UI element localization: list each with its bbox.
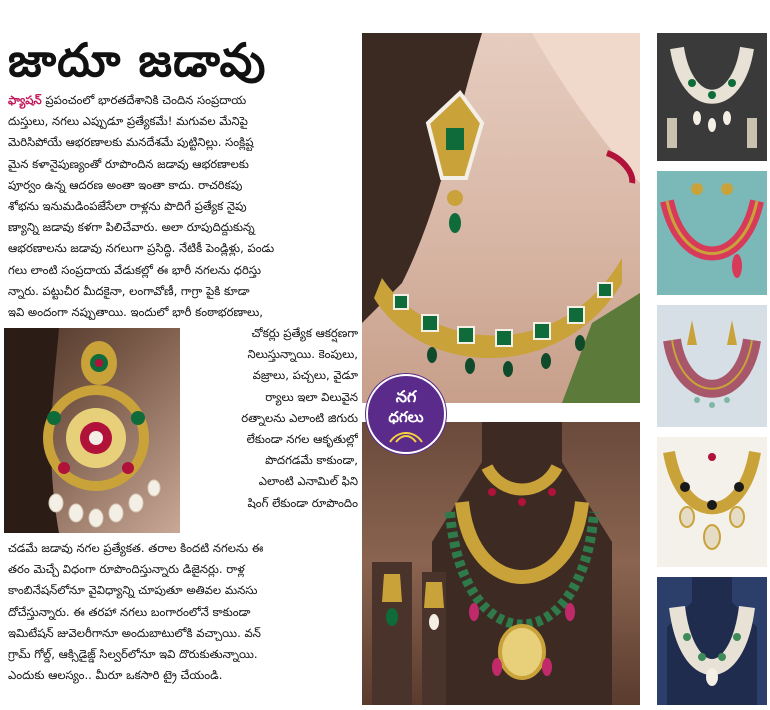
thumbnail-2 [657,171,767,295]
thumbnail-1 [657,33,767,161]
body-line: దోచేస్తున్నారు. ఈ తరహా నగలు బంగారంలోనే కాకుండా [8,604,251,619]
body-text-bottom [8,538,358,686]
body-line: ఇమిటేషన్ జువెలరీగానూ అందుబాటులోకి వచ్చాయి. వన్ [8,625,261,640]
body-line: ర్యాలు ఇలా విలువైన [265,389,358,404]
badge-line-2: ధగలు [388,408,424,426]
badge-line-1: నగ [395,387,417,406]
body-line: మెరిసిపోయే ఆభరణాలకు మనదేశమే పుట్టినిల్లు. సంక్లిష్ట [8,135,254,150]
body-line: లేకుండా నగల ఆకృతుల్లో [246,432,358,447]
body-line: పొదగడమే కాకుండా, [265,453,358,468]
body-line: ఇవి అందంగా నప్పుతాయి. ఇందులో భారీ కంఠాభరణాలు, [8,305,263,320]
chandbali-earring-photo [4,328,180,533]
body-line: ణ్యాన్ని జడావు కళగా పిలిచేవారు. అలా రూపుదిద్దుకున్న [8,220,255,235]
body-line: ఎందుకు ఆలస్యం.. మీరూ ఒకసారి ట్రై చేయండి. [8,668,223,683]
thumbnail-4 [657,437,767,567]
thumbnail-5 [657,577,767,705]
section-badge [366,374,446,454]
body-line: దుస్తులు, నగలు ఎప్పుడూ ప్రత్యేకమే! మగువల మేనిపై [8,114,248,129]
body-line: వజ్రాలు, పచ్చలు, వైడూ [252,368,358,383]
body-line: ఫ్యాషన్ ప్రపంచంలో భారతదేశానికి చెందిన సంప్రదాయ [8,93,247,107]
body-line: కాంబినేషన్‌లోనూ వైవిధ్యాన్ని చూపుతూ అతివల మనసు [8,583,258,598]
body-line: న్నారు. పట్టుచీర మీదకైనా, లంగావోణీ, గాగ్రా పైకి కూడా [8,283,250,298]
article-title: జాదూ జడావు [8,33,267,87]
model-earring-necklace-photo [362,33,640,403]
swirl-icon [388,428,424,444]
body-line: గ్రామ్ గోల్డ్, ఆక్సిడైజ్డ్ సిల్వర్‌లోనూ ఇవి దొరుకుతున్నాయి. [8,647,258,662]
body-text-side [182,323,358,514]
body-line: షింగ్ లేకుండా రూపొందిం [247,495,358,510]
body-line: ఎలాంటి ఎనామిల్ ఫిని [258,474,358,489]
body-line: నిలుస్తున్నాయి. కెంపులు, [247,347,358,362]
body-line: చోకర్లు ప్రత్యేక ఆకర్షణగా [251,326,358,340]
lead-word: ఫ్యాషన్ [8,93,42,107]
thumbnail-3 [657,305,767,427]
body-line: శోభను ఇనుమడింపజేసేలా రాళ్లను పొదిగే ప్రత్యేక నైపు [8,199,247,214]
body-line: గలు లాంటి సంప్రదాయ వేడుకల్లో ఈ భారీ నగలను ధరిస్తు [8,262,261,277]
body-text-top [8,90,358,323]
body-line: తరం మెచ్చే విధంగా రూపొందిస్తున్నారు డిజైనర్లు. రాళ్ల [8,562,245,577]
body-line: పూర్వం ఉన్న ఆదరణ అంతా ఇంతా కాదు. రాచరికపు [8,177,243,192]
necklace-display-photo [362,422,640,705]
body-line: చడమే జడావు నగల ప్రత్యేకత. తరాల కిందటి నగలను ఈ [8,541,264,555]
body-line: మైన కళానైపుణ్యంతో రూపొందిన జడావు ఆభరణాలకు [8,156,249,171]
body-line: రత్నాలను ఎలాంటి జిగురు [241,410,358,425]
body-line: ఆభరణాలను జడావు నగలుగా ప్రసిద్ధి. నేటికీ పెండ్లిళ్లు, పండు [8,241,275,256]
